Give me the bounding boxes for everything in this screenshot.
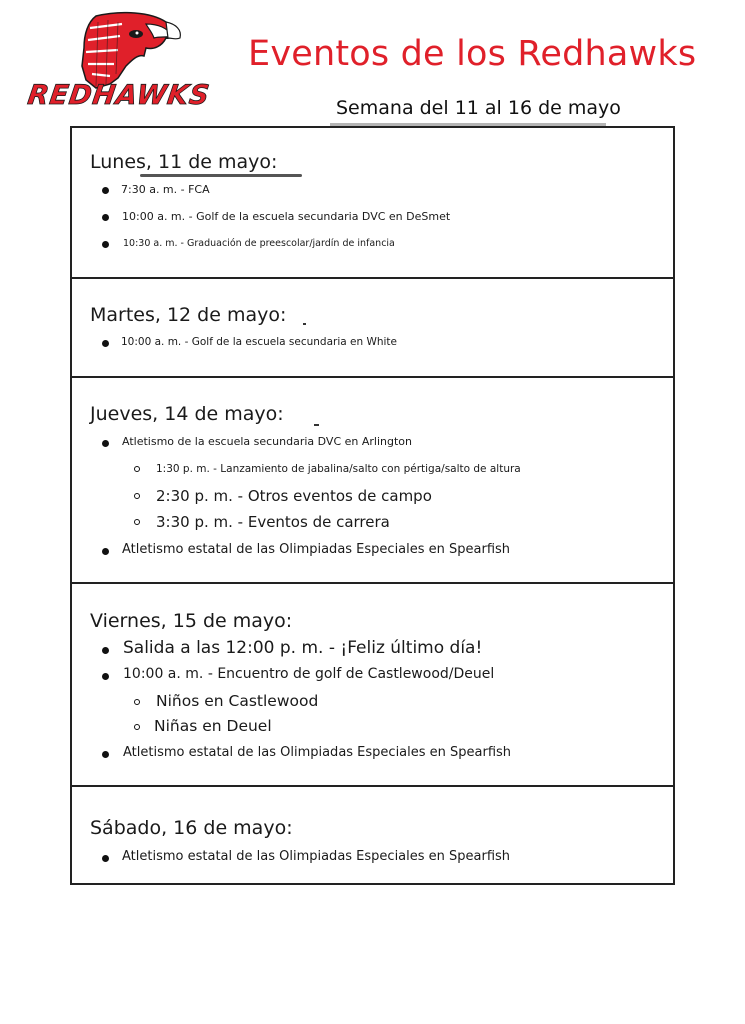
bullet-icon xyxy=(102,187,109,194)
sub-bullet-icon xyxy=(134,519,140,525)
day-title: Sábado, 16 de mayo: xyxy=(90,817,293,839)
event-item: Atletismo estatal de las Olimpiadas Especiales en Spearfish xyxy=(122,542,511,557)
day-section-tuesday xyxy=(72,277,673,378)
day-section-saturday xyxy=(72,785,673,883)
event-item: Atletismo estatal de las Olimpiadas Especiales en Spearfish xyxy=(123,745,512,760)
bullet-icon xyxy=(102,647,109,654)
day-section-thursday xyxy=(72,376,673,584)
bullet-icon xyxy=(102,241,109,248)
day-title: Martes, 12 de mayo: xyxy=(90,304,287,326)
bullet-icon xyxy=(102,548,109,555)
bullet-icon xyxy=(102,440,109,447)
event-item: 10:30 a. m. - Graduación de preescolar/jardín de infancia xyxy=(123,238,395,249)
stray-mark xyxy=(303,323,306,325)
page-subtitle: Semana del 11 al 16 de mayo xyxy=(336,97,621,119)
bullet-icon xyxy=(102,855,109,862)
day-title: Jueves, 14 de mayo: xyxy=(90,403,284,425)
event-item: Salida a las 12:00 p. m. - ¡Feliz último día! xyxy=(123,638,483,658)
event-subitem: Niñas en Deuel xyxy=(154,717,272,735)
logo-text: REDHAWKS xyxy=(25,80,212,111)
event-item: Atletismo de la escuela secundaria DVC en Arlington xyxy=(122,435,413,448)
event-item: 10:00 a. m. - Golf de la escuela secundaria DVC en DeSmet xyxy=(122,210,451,223)
redhawks-logo xyxy=(26,8,231,120)
day-title: Lunes, 11 de mayo: xyxy=(90,151,278,173)
bullet-icon xyxy=(102,751,109,758)
event-item: Atletismo estatal de las Olimpiadas Especiales en Spearfish xyxy=(122,849,511,864)
title-underline xyxy=(140,174,302,177)
sub-bullet-icon xyxy=(134,493,140,499)
event-subitem: 3:30 p. m. - Eventos de carrera xyxy=(156,513,390,531)
event-item: 10:00 a. m. - Golf de la escuela secundaria en White xyxy=(121,336,398,348)
event-subitem: 1:30 p. m. - Lanzamiento de jabalina/salto con pértiga/salto de altura xyxy=(156,463,521,475)
bullet-icon xyxy=(102,340,109,347)
event-subitem: 2:30 p. m. - Otros eventos de campo xyxy=(156,487,432,505)
day-title: Viernes, 15 de mayo: xyxy=(90,610,293,632)
day-section-monday xyxy=(72,128,673,279)
bullet-icon xyxy=(102,673,109,680)
page-title: Eventos de los Redhawks xyxy=(248,34,697,74)
event-item: 10:00 a. m. - Encuentro de golf de Castlewood/Deuel xyxy=(123,666,495,682)
day-section-friday xyxy=(72,582,673,787)
sub-bullet-icon xyxy=(134,466,140,472)
event-item: 7:30 a. m. - FCA xyxy=(121,183,210,196)
sub-bullet-icon xyxy=(134,699,140,705)
events-table xyxy=(70,126,675,885)
sub-bullet-icon xyxy=(134,724,140,730)
event-subitem: Niños en Castlewood xyxy=(156,692,319,710)
stray-mark xyxy=(314,424,319,426)
bullet-icon xyxy=(102,214,109,221)
